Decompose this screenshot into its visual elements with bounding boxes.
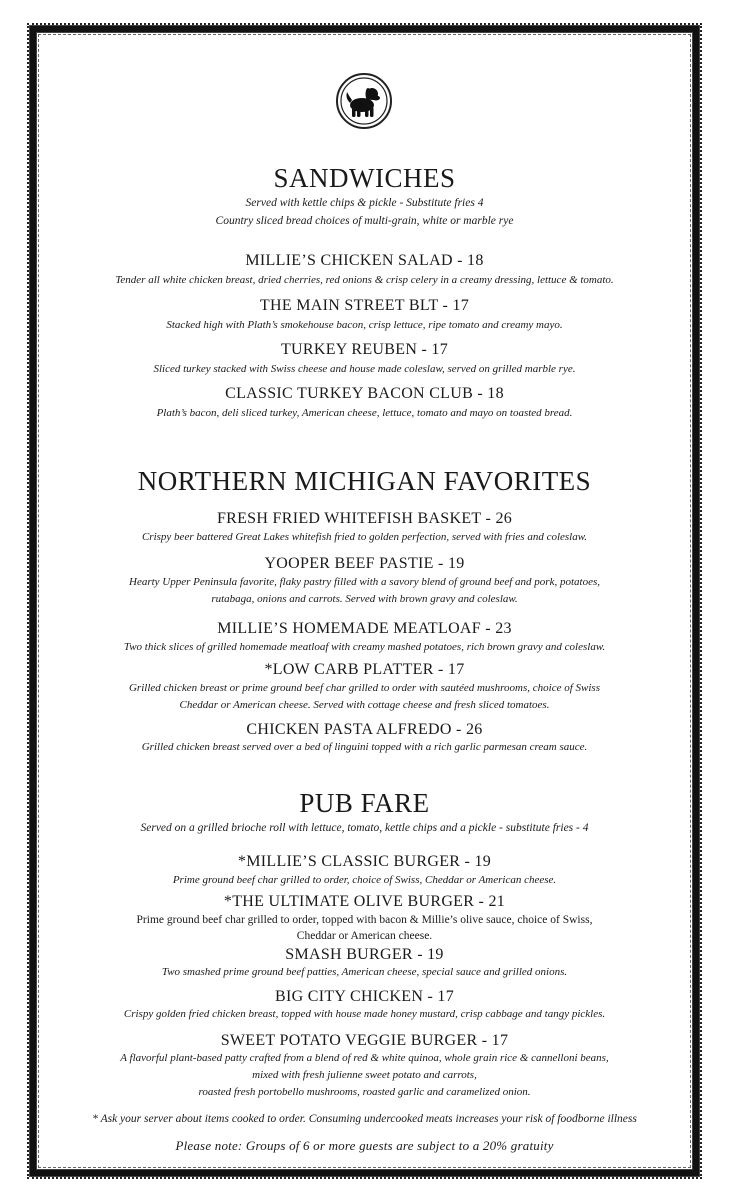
section-title-pub-fare: PUB FARE: [299, 788, 430, 818]
menu-item-name: SWEET POTATO VEGGIE BURGER - 17: [220, 1032, 509, 1049]
disclaimer-note: * Ask your server about items cooked to order. Consuming undercooked meats increases your risk of foodborne illness: [92, 1113, 637, 1125]
menu-item-desc: Prime ground beef char grilled to order, choice of Swiss, Cheddar or American cheese.: [172, 874, 557, 886]
menu-item-name: THE MAIN STREET BLT - 17: [259, 297, 470, 314]
menu-item-name: *LOW CARB PLATTER - 17: [264, 661, 465, 678]
menu-item-name: *MILLIE’S CLASSIC BURGER - 19: [237, 853, 492, 870]
menu-item-name: MILLIE’S CHICKEN SALAD - 18: [245, 252, 484, 269]
menu-item-name: TURKEY REUBEN - 17: [280, 341, 449, 358]
menu-item-desc: A flavorful plant-based patty crafted from a blend of red & white quinoa, whole grain rice & cannelloni beans, mixed with fresh julienne sweet potato and carrots, roasted fresh portobello mushrooms, roasted garlic and caramelized onion.: [120, 1052, 609, 1098]
menu-item-name: CLASSIC TURKEY BACON CLUB - 18: [225, 385, 504, 402]
menu-item-desc: Grilled chicken breast served over a bed of linguini topped with a rich garlic parmesan cream sauce.: [141, 741, 588, 753]
menu-item-desc: Crispy golden fried chicken breast, topped with house made honey mustard, crisp cabbage and tangy pickles.: [123, 1008, 606, 1020]
menu-item-desc: Crispy beer battered Great Lakes whitefish fried to golden perfection, served with fries and coleslaw.: [141, 531, 588, 543]
menu-item-desc: Two smashed prime ground beef patties, American cheese, special sauce and grilled onions.: [161, 966, 568, 978]
section-title-sandwiches: SANDWICHES: [273, 163, 456, 193]
menu-item-desc: Grilled chicken breast or prime ground beef char grilled to order with sautéed mushrooms, choice of Swiss Cheddar or American cheese. Served with cottage cheese and fresh sliced tomatoes.: [128, 682, 600, 711]
menu-item-name: *THE ULTIMATE OLIVE BURGER - 21: [223, 893, 506, 910]
menu-item-desc: Plath’s bacon, deli sliced turkey, American cheese, lettuce, tomato and mayo on toasted bread.: [156, 407, 573, 419]
menu-item-desc: Hearty Upper Peninsula favorite, flaky pastry filled with a savory blend of ground beef and pork, potatoes, rutabaga, onions and carrots. Served with brown gravy and coleslaw.: [129, 576, 600, 605]
sandwiches-intro: Served with kettle chips & pickle - Substitute fries 4 Country sliced bread choices of multi-grain, white or marble rye: [215, 197, 514, 227]
menu-item-desc: Tender all white chicken breast, dried cherries, red onions & crisp celery in a creamy dressing, lettuce & tomato.: [115, 274, 614, 286]
menu-item-desc: Prime ground beef char grilled to order, topped with bacon & Millie’s olive sauce, choice of Swiss, Cheddar or American cheese.: [136, 914, 593, 942]
menu-item-desc: Sliced turkey stacked with Swiss cheese and house made coleslaw, served on grilled marble rye.: [153, 363, 576, 375]
menu-item-desc: Stacked high with Plath’s smokehouse bacon, crisp lettuce, ripe tomato and creamy mayo.: [166, 319, 563, 331]
menu-item-desc: Two thick slices of grilled homemade meatloaf with creamy mashed potatoes, rich brown gravy and coleslaw.: [123, 641, 606, 653]
menu-item-name: BIG CITY CHICKEN - 17: [274, 988, 455, 1005]
gratuity-note: Please note: Groups of 6 or more guests are subject to a 20% gratuity: [175, 1138, 554, 1153]
menu-item-name: SMASH BURGER - 19: [285, 946, 444, 963]
menu-item-name: YOOPER BEEF PASTIE - 19: [264, 555, 465, 572]
menu-item-name: MILLIE’S HOMEMADE MEATLOAF - 23: [217, 620, 512, 637]
dog-logo-icon: [335, 72, 393, 130]
menu-item-name: CHICKEN PASTA ALFREDO - 26: [246, 721, 483, 738]
section-title-favorites: NORTHERN MICHIGAN FAVORITES: [137, 466, 592, 496]
menu-item-name: FRESH FRIED WHITEFISH BASKET - 26: [216, 510, 513, 527]
pub-fare-intro: Served on a grilled brioche roll with lettuce, tomato, kettle chips and a pickle - substitute fries - 4: [140, 822, 589, 834]
